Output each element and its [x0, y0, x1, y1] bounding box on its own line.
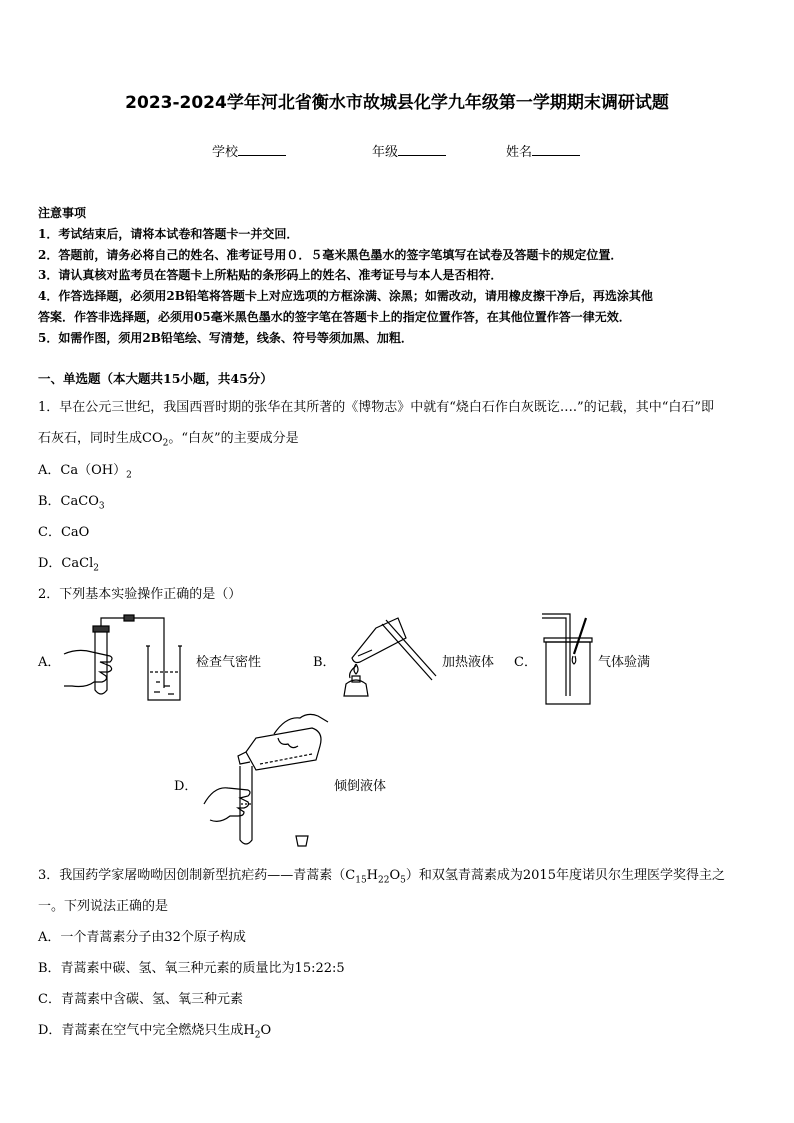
q2-option-a-letter: A． — [38, 655, 61, 670]
q1-option-a: A．$Ca(OH)_2$ — [38, 463, 132, 481]
grade-field — [372, 141, 446, 160]
q3-option-d: D．青蒿素在空气中完全燃烧只生成$H_2O$ — [38, 1023, 272, 1041]
notice-item: 答案．作答非选择题，必须用05毫米黑色墨水的签字笔在答题卡上的指定位置作答，在其他位置作答一律无效． — [38, 310, 631, 324]
notice-item: 1．考试结束后，请将本试卷和答题卡一并交回． — [38, 227, 299, 241]
q3-stem-line1: 3．我国药学家屠呦呦因创制新型抗疟药——青蒿素$(C_{15}H_{22}O_5)$和双氢青蒿素成为2015年度诺贝尔生理医学奖得主之 — [38, 868, 725, 886]
name-field — [506, 141, 580, 160]
q1-stem-line2: 石灰石，同时生成$CO_2$。“白灰”的主要成分是 — [38, 431, 299, 449]
q2-option-c-letter: C． — [514, 655, 537, 670]
q2-option-b-label: 加热液体 — [442, 655, 495, 670]
name-label: 姓名 — [506, 145, 533, 160]
notice-item: 3．请认真核对监考员在答题卡上所粘贴的条形码上的姓名、准考证号与本人是否相符． — [38, 268, 503, 282]
school-field — [212, 141, 286, 160]
airtightness-check-figure — [64, 612, 189, 707]
notice-item: 2．答题前，请务必将自己的姓名、准考证号用０．５毫米黑色墨水的签字笔填写在试卷及答题卡的规定位置． — [38, 248, 623, 262]
q3-option-a: A．一个青蒿素分子由32个原子构成 — [38, 930, 246, 945]
pouring-liquid-figure — [200, 708, 330, 854]
section-heading: 一、单选题（本大题共15小题，共45分） — [38, 371, 273, 386]
grade-label: 年级 — [372, 145, 399, 160]
q3-option-c: C．青蒿素中含碳、氢、氧三种元素 — [38, 992, 243, 1007]
q2-option-c-label: 气体验满 — [598, 655, 651, 670]
q2-option-d-letter: D． — [174, 779, 198, 794]
school-blank — [238, 143, 286, 156]
q3-option-b: B．青蒿素中碳、氢、氧三种元素的质量比为15:22:5 — [38, 961, 345, 976]
q2-stem: 2．下列基本实验操作正确的是（） — [38, 587, 242, 602]
notice-heading: 注意事项 — [38, 206, 87, 220]
page-title: 2023-2024学年河北省衡水市故城县化学九年级第一学期期末调研试题 — [125, 93, 669, 113]
q2-option-d-label: 倾倒液体 — [334, 779, 387, 794]
q3-stem-line2: 一。下列说法正确的是 — [38, 899, 169, 914]
q2-option-b-letter: B． — [313, 655, 336, 670]
q1-stem-line1: 1．早在公元三世纪，我国西晋时期的张华在其所著的《博物志》中就有“烧白石作白灰既讫….”的记载，其中“白石”即 — [38, 400, 714, 415]
q2-option-a-label: 检查气密性 — [196, 655, 262, 670]
name-blank — [532, 143, 580, 156]
notice-item: 5．如需作图，须用2B铅笔绘、写清楚，线条、符号等须加黑、加粗． — [38, 331, 413, 345]
q1-option-d: D．CaCl$_2$ — [38, 556, 99, 574]
grade-blank — [398, 143, 446, 156]
q1-option-c: C．CaO — [38, 525, 90, 540]
q1-option-b: B．CaCO$_3$ — [38, 494, 105, 512]
gas-full-check-figure — [540, 612, 596, 706]
notice-item: 4．作答选择题，必须用2B铅笔将答题卡上对应选项的方框涂满、涂黑；如需改动，请用橡皮擦干净后，再选涂其他 — [38, 289, 653, 303]
heating-liquid-figure — [338, 614, 438, 704]
school-label: 学校 — [212, 145, 239, 160]
